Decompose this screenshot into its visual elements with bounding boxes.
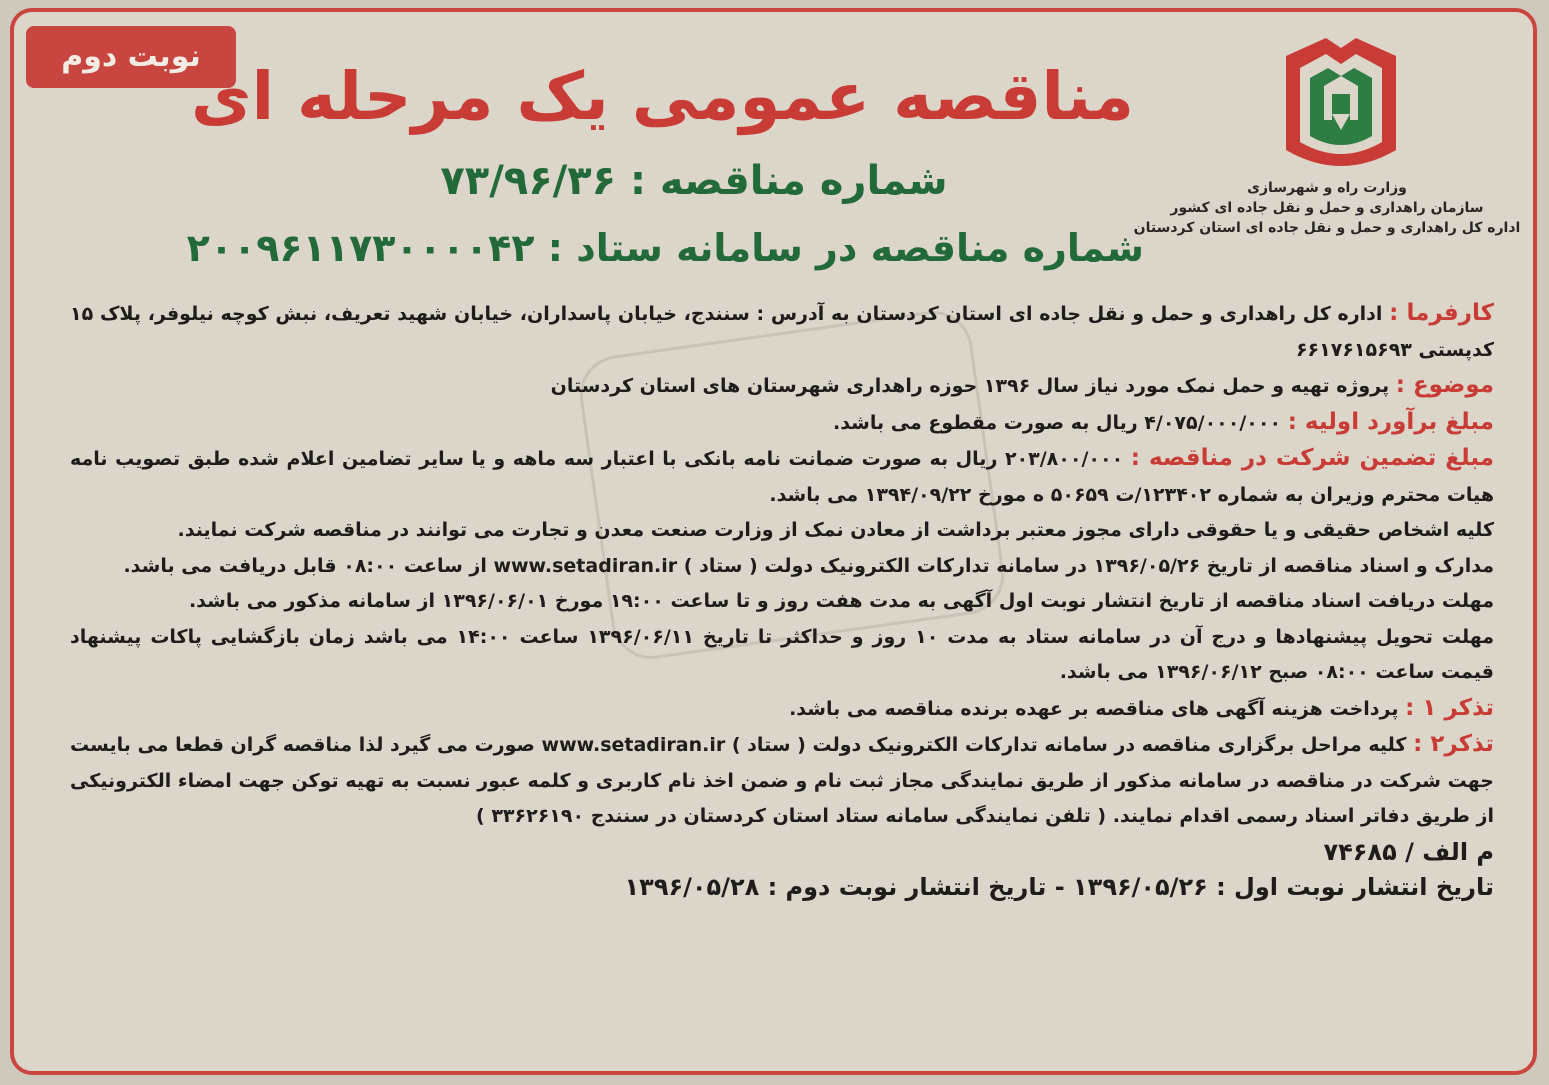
- estimate-label: مبلغ برآورد اولیه :: [1287, 408, 1494, 435]
- provincial-office-name: اداره کل راهداری و حمل و نقل جاده ای استان کردستان: [1133, 220, 1521, 236]
- subject-paragraph: [70, 368, 1494, 405]
- employer-text: اداره کل راهداری و حمل و نقل جاده ای استان کردستان به آدرس : سنندج، خیابان پاسداران، خیابان شهید تعریف، نبش کوچه نیلوفر، پلاک ۱۵ کدپستی ۶۶۱۷۶۱۵۶۹۳: [70, 303, 1494, 361]
- guarantee-text: ۲۰۳/۸۰۰/۰۰۰ ریال به صورت ضمانت نامه بانکی با اعتبار سه ماهه و یا سایر تضامین اعلام شده طبق تصویب نامه هیات محترم وزیران به شماره ۱۲۳۴۰۲/ت ۵۰۶۵۹ ه مورخ ۱۳۹۴/۰۹/۲۲ می باشد.: [70, 448, 1494, 506]
- note-1-paragraph: [70, 691, 1494, 728]
- documents-text-start: مدارک و اسناد مناقصه از تاریخ ۱۳۹۶/۰۵/۲۶ در سامانه تدارکات الکترونیک دولت ( ستاد ): [683, 554, 1494, 577]
- employer-label: کارفرما :: [1389, 300, 1494, 326]
- eligibility-paragraph: کلیه اشخاص حقیقی و یا حقوقی دارای مجوز معتبر برداشت از معادن نمک از وزارت صنعت معدن و تجارت می توانند در مناقصه شرکت نمایند.: [177, 519, 1494, 541]
- road-maintenance-logo-icon: [1266, 24, 1416, 184]
- guarantee-paragraph: [70, 441, 1494, 513]
- setad-website-link-2: www.setadiran.ir: [541, 734, 726, 756]
- documents-text-end: از ساعت ۰۸:۰۰ قابل دریافت می باشد.: [123, 554, 487, 577]
- estimate-text: ۴/۰۷۵/۰۰۰/۰۰۰ ریال به صورت مقطوع می باشد.: [832, 411, 1282, 434]
- notice-body: [70, 296, 1494, 906]
- note-2-text-start: کلیه مراحل برگزاری مناقصه در سامانه تدارکات الکترونیک دولت ( ستاد ): [731, 734, 1407, 756]
- organization-block: [1127, 178, 1527, 238]
- setad-tender-number: شماره مناقصه در سامانه ستاد : ۲۰۰۹۶۱۱۷۳۰۰۰۰۴۲: [186, 226, 1144, 270]
- note-1-text: پرداخت هزینه آگهی های مناقصه بر عهده برنده مناقصه می باشد.: [789, 697, 1399, 720]
- documents-paragraph: [70, 549, 1494, 585]
- notice-title: مناقصه عمومی یک مرحله ای: [190, 58, 1134, 135]
- tender-number: شماره مناقصه : ۷۳/۹۶/۳۶: [440, 158, 948, 204]
- ministry-name: وزارت راه و شهرسازی: [1247, 180, 1407, 196]
- note-2-text-end: صورت می گیرد لذا مناقصه گران قطعا می بایست جهت شرکت در مناقصه در سامانه مذکور از طریق نمایندگی مجاز ثبت نام و ضمن اخذ نام کاربری و کلمه عبور نسبت به تهیه توکن جهت امضاء الکترونیکی از طریق دفاتر اسناد رسمی اقدام نمایند. ( تلفن نمایندگی سامانه ستاد استان کردستان در سنندج ۳۳۶۲۶۱۹۰ ): [70, 734, 1494, 827]
- subject-label: موضوع :: [1395, 372, 1494, 398]
- employer-paragraph: [70, 296, 1494, 368]
- publication-dates: تاریخ انتشار نوبت اول : ۱۳۹۶/۰۵/۲۶ - تاریخ انتشار نوبت دوم : ۱۳۹۶/۰۵/۲۸: [624, 873, 1494, 901]
- note-1-label: تذکر ۱ :: [1405, 694, 1494, 721]
- documents-deadline-paragraph: مهلت دریافت اسناد مناقصه از تاریخ انتشار نوبت اول آگهی به مدت هفت روز و تا ساعت ۱۹:۰۰ مورخ ۱۳۹۶/۰۶/۰۱ از سامانه مذکور می باشد.: [188, 590, 1494, 612]
- note-2-label: تذکر۲ :: [1413, 731, 1494, 757]
- guarantee-label: مبلغ تضمین شرکت در مناقصه :: [1130, 445, 1494, 471]
- tender-notice: [10, 8, 1537, 1075]
- agency-name: سازمان راهداری و حمل و نقل جاده ای کشور: [1170, 200, 1484, 216]
- subject-text: پروژه تهیه و حمل نمک مورد نیاز سال ۱۳۹۶ حوزه راهداری شهرستان های استان کردستان: [550, 375, 1390, 397]
- note-2-paragraph: [70, 727, 1494, 835]
- reference-number: م الف / ۷۴۶۸۵: [1323, 837, 1494, 866]
- setad-website-link: www.setadiran.ir: [493, 554, 678, 577]
- estimate-paragraph: [70, 405, 1494, 442]
- bids-deadline-paragraph: مهلت تحویل پیشنهادها و درج آن در سامانه ستاد به مدت ۱۰ روز و حداکثر تا تاریخ ۱۳۹۶/۰۶/۱۱ ساعت ۱۴:۰۰ می باشد زمان بازگشایی پاکات پیشنهاد قیمت ساعت ۰۸:۰۰ صبح ۱۳۹۶/۰۶/۱۲ می باشد.: [70, 625, 1495, 683]
- round-badge: نوبت دوم: [26, 26, 236, 88]
